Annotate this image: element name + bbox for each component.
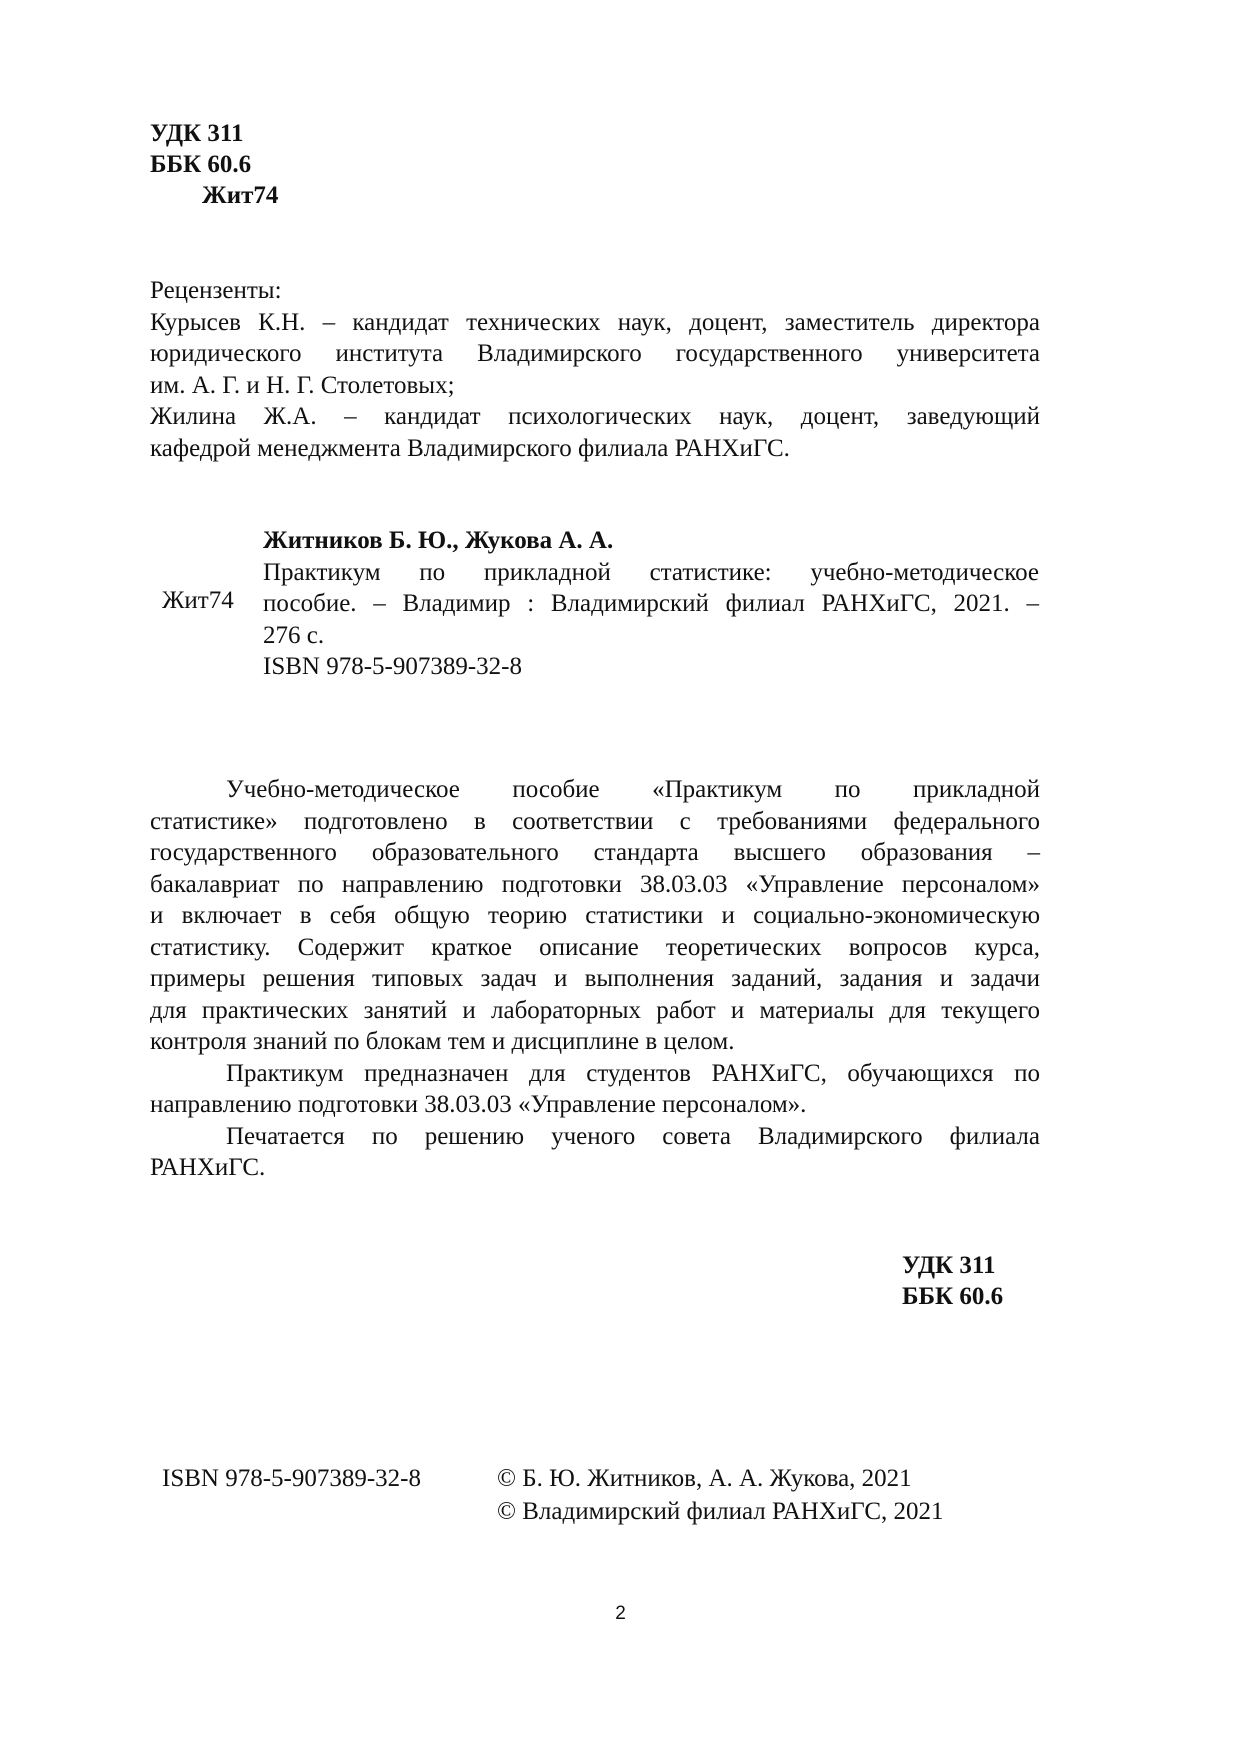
catalog-card-isbn: ISBN 978-5-907389-32-8: [263, 653, 523, 680]
author-mark: Жит74: [202, 182, 279, 209]
abstract-line: Учебно-методическое пособие «Практикум по прикладной: [226, 776, 1040, 803]
catalog-card-line: пособие. – Владимир : Владимирский филиал РАНХиГС, 2021. –: [263, 590, 1039, 617]
abstract-paragraph-3: [150, 1121, 1040, 1184]
page-number: 2: [615, 1603, 626, 1624]
bbk-code-bottom: ББК 60.6: [902, 1283, 1004, 1310]
abstract-line: бакалавриат по направлению подготовки 38.03.03 «Управление персоналом»: [150, 870, 1040, 898]
abstract-line: Печатается по решению ученого совета Владимирского филиала: [226, 1122, 1040, 1150]
classification-bottom: [902, 1250, 1003, 1312]
catalog-card-code: Жит74: [162, 587, 234, 614]
abstract-line: направлению подготовки 38.03.03 «Управление персоналом».: [150, 1091, 807, 1118]
udk-code: УДК 311: [150, 120, 244, 147]
copyright-block: [497, 1462, 944, 1528]
catalog-card: [263, 525, 1039, 683]
abstract-paragraph-1: [150, 774, 1040, 1058]
abstract-paragraph-2: [150, 1058, 1040, 1121]
bbk-code: ББК 60.6: [150, 151, 252, 178]
abstract: [150, 774, 1040, 1184]
copyright-authors: © Б. Ю. Житников, А. А. Жукова, 2021: [497, 1465, 912, 1492]
reviewer-line: кафедрой менеджмента Владимирского филиала РАНХиГС.: [150, 434, 790, 462]
abstract-line: государственного образовательного стандарта высшего образования –: [150, 839, 1040, 866]
abstract-line: контроля знаний по блокам тем и дисциплине в целом.: [150, 1028, 735, 1055]
abstract-line: статистику. Содержит краткое описание теоретических вопросов курса,: [150, 933, 1040, 961]
udk-code-bottom: УДК 311: [902, 1252, 996, 1279]
reviewer-line: им. А. Г. и Н. Г. Столетовых;: [150, 371, 455, 399]
reviewer-line: юридического института Владимирского государственного университета: [150, 340, 1040, 367]
reviewer-line: Курысев К.Н. – кандидат технических наук, доцент, заместитель директора: [150, 308, 1040, 336]
abstract-line: для практических занятий и лабораторных работ и материалы для текущего: [150, 996, 1040, 1024]
classification-top: [150, 118, 278, 211]
abstract-line: и включает в себя общую теорию статистики и социально-экономическую: [150, 902, 1040, 929]
abstract-line: примеры решения типовых задач и выполнения заданий, задания и задачи: [150, 965, 1040, 992]
copyright-org: © Владимирский филиал РАНХиГС, 2021: [497, 1498, 944, 1525]
catalog-card-line: 276 с.: [263, 621, 325, 649]
reviewers-block: [150, 275, 1040, 464]
catalog-card-line: Практикум по прикладной статистике: учебно-методическое: [263, 558, 1039, 586]
abstract-line: РАНХиГС.: [150, 1154, 266, 1181]
reviewer-line: Жилина Ж.А. – кандидат психологических наук, доцент, заведующий: [150, 403, 1040, 430]
abstract-line: статистике» подготовлено в соответствии с требованиями федерального: [150, 807, 1040, 835]
abstract-line: Практикум предназначен для студентов РАНХиГС, обучающихся по: [226, 1059, 1040, 1087]
footer-isbn: ISBN 978-5-907389-32-8: [162, 1465, 422, 1492]
reviewers-heading: Рецензенты:: [150, 277, 282, 304]
catalog-card-authors: Житников Б. Ю., Жукова А. А.: [263, 527, 614, 554]
